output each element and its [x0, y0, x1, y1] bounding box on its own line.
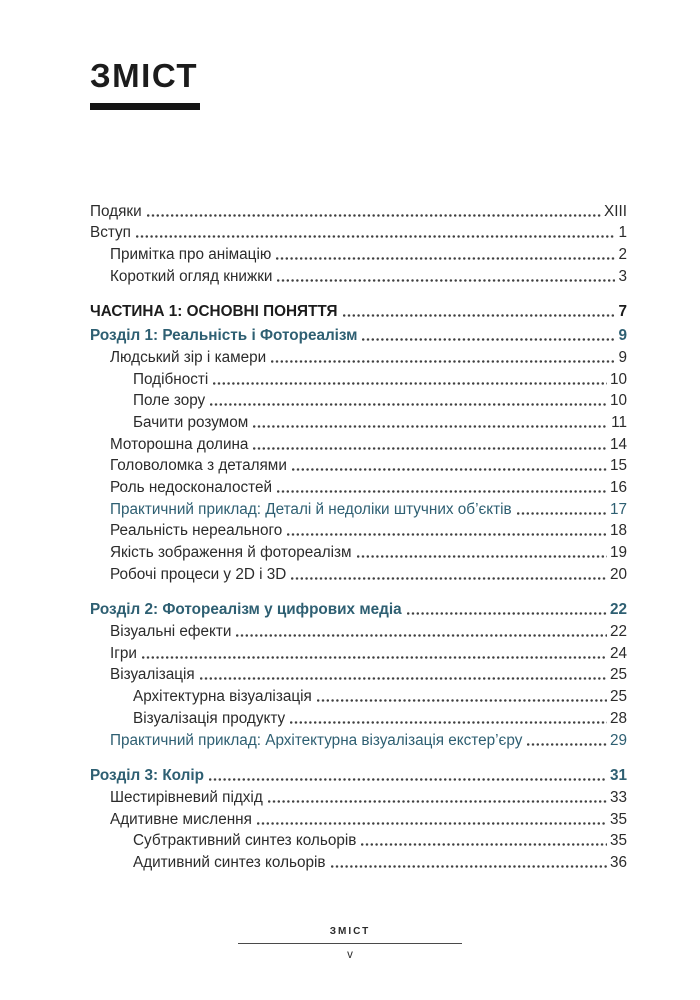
- toc-entry: [90, 367, 627, 389]
- toc-entry: [90, 389, 627, 411]
- toc-entry-label: Субтрактивний синтез кольорів: [133, 832, 357, 850]
- toc-entry-label: Подяки: [90, 202, 142, 220]
- toc-entry-page-number: 16: [609, 478, 627, 496]
- toc-entry-page-number: 9: [618, 348, 627, 366]
- toc-entry: [90, 850, 627, 872]
- toc-chapter-heading: [90, 323, 627, 345]
- toc-case-study-entry: [90, 497, 627, 519]
- toc-entry-page-number: 22: [609, 601, 627, 619]
- toc-entry: [90, 706, 627, 728]
- toc-entry-page-number: 18: [609, 522, 627, 540]
- toc-entry: [90, 242, 627, 264]
- toc-entry-label: Короткий огляд книжки: [110, 267, 273, 285]
- toc-group: [90, 199, 627, 286]
- toc-entry-label: Розділ 1: Реальність і Фотореалізм: [90, 327, 358, 345]
- toc-entry-label: Якість зображення й фотореалізм: [110, 544, 352, 561]
- toc-entry-label: Адитивний синтез кольорів: [133, 853, 326, 871]
- toc-entry: [90, 221, 627, 243]
- toc-entry: [90, 540, 627, 562]
- toc-entry-page-number: 22: [609, 623, 627, 641]
- title-block: [90, 58, 200, 110]
- toc-entry-label: Візуальні ефекти: [110, 623, 232, 641]
- toc-entry: [90, 345, 627, 367]
- toc-entry-page-number: 25: [609, 666, 627, 684]
- toc-entry: [90, 562, 627, 584]
- table-of-contents: [90, 199, 627, 872]
- title-underline-bar: [90, 103, 200, 110]
- toc-entry: [90, 199, 627, 221]
- toc-entry: [90, 432, 627, 454]
- toc-entry-page-number: 1: [618, 224, 627, 242]
- toc-entry-label: ЧАСТИНА 1: ОСНОВНІ ПОНЯТТЯ: [90, 303, 338, 321]
- toc-entry-page-number: 24: [609, 644, 627, 662]
- toc-entry-page-number: 20: [609, 565, 627, 583]
- toc-entry-page-number: 10: [609, 370, 627, 388]
- toc-entry-page-number: 7: [618, 303, 627, 321]
- toc-entry-label: Головоломка з деталями: [110, 457, 287, 475]
- toc-entry-label: Моторошна долина: [110, 435, 249, 453]
- toc-entry: [90, 454, 627, 476]
- toc-entry-page-number: 3: [618, 267, 627, 285]
- toc-entry-label: Поле зору: [133, 392, 206, 410]
- toc-entry-label: Вступ: [90, 224, 131, 242]
- toc-entry-label: Шестирівневий підхід: [110, 788, 263, 806]
- toc-entry-page-number: 9: [618, 327, 627, 345]
- toc-entry-page-number: 29: [609, 731, 627, 749]
- toc-entry-page-number: 15: [609, 457, 627, 475]
- toc-entry-page-number: 11: [611, 413, 627, 431]
- toc-entry-page-number: XIII: [604, 202, 627, 220]
- toc-entry-page-number: 28: [609, 709, 627, 727]
- toc-entry: [90, 410, 627, 432]
- toc-entry-page-number: 25: [609, 688, 627, 706]
- toc-entry-label: Практичний приклад: Деталі й недоліки штучних об’єктів: [110, 500, 512, 518]
- toc-entry-label: Реальність нереального: [110, 522, 283, 540]
- toc-entry-page-number: 10: [609, 392, 627, 410]
- toc-entry: [90, 785, 627, 807]
- toc-group: [90, 300, 627, 584]
- toc-entry-label: Бачити розумом: [133, 413, 249, 431]
- toc-entry-label: Розділ 2: Фотореалізм у цифрових медіа: [90, 601, 402, 619]
- toc-entry: [90, 807, 627, 829]
- toc-group: [90, 764, 627, 872]
- toc-entry-page-number: 17: [609, 500, 627, 518]
- toc-entry-label: Візуалізація продукту: [133, 709, 286, 727]
- toc-entry-label: Практичний приклад: Архітектурна візуалізація екстер’єру: [110, 731, 523, 749]
- toc-entry: [90, 475, 627, 497]
- footer-page-number: v: [347, 949, 353, 961]
- toc-entry: [90, 619, 627, 641]
- toc-entry-label: Ігри: [110, 644, 137, 662]
- toc-entry-page-number: 2: [618, 246, 627, 264]
- toc-part-heading: [90, 300, 627, 322]
- toc-entry-label: Розділ 3: Колір: [90, 767, 204, 785]
- toc-group: [90, 598, 627, 750]
- toc-chapter-heading: [90, 764, 627, 786]
- toc-entry-page-number: 14: [609, 435, 627, 453]
- page-footer: [0, 926, 700, 961]
- toc-entry-page-number: 33: [609, 788, 627, 806]
- toc-entry: [90, 264, 627, 286]
- toc-case-study-entry: [90, 728, 627, 750]
- toc-entry-page-number: 35: [609, 810, 627, 828]
- toc-entry-label: Адитивне мислення: [110, 810, 252, 828]
- toc-entry-page-number: 19: [609, 544, 627, 561]
- toc-entry-label: Архітектурна візуалізація: [133, 688, 312, 706]
- toc-entry-label: Візуалізація: [110, 666, 195, 684]
- toc-entry-page-number: 35: [609, 832, 627, 850]
- toc-entry-label: Подібності: [133, 370, 209, 388]
- toc-entry: [90, 684, 627, 706]
- page-title: ЗМІСТ: [90, 57, 198, 94]
- toc-entry-label: Примітка про анімацію: [110, 246, 272, 264]
- toc-entry: [90, 829, 627, 851]
- toc-entry-label: Робочі процеси у 2D і 3D: [110, 565, 287, 583]
- toc-entry: [90, 641, 627, 663]
- toc-entry-label: Роль недосконалостей: [110, 478, 273, 496]
- footer-rule: [238, 943, 462, 944]
- toc-entry-page-number: 36: [609, 853, 627, 871]
- footer-running-title: ЗМІСТ: [329, 926, 371, 937]
- toc-entry-label: Людський зір і камери: [110, 348, 267, 366]
- toc-chapter-heading: [90, 598, 627, 620]
- toc-entry: [90, 519, 627, 541]
- toc-entry-page-number: 31: [609, 767, 627, 785]
- toc-entry: [90, 663, 627, 685]
